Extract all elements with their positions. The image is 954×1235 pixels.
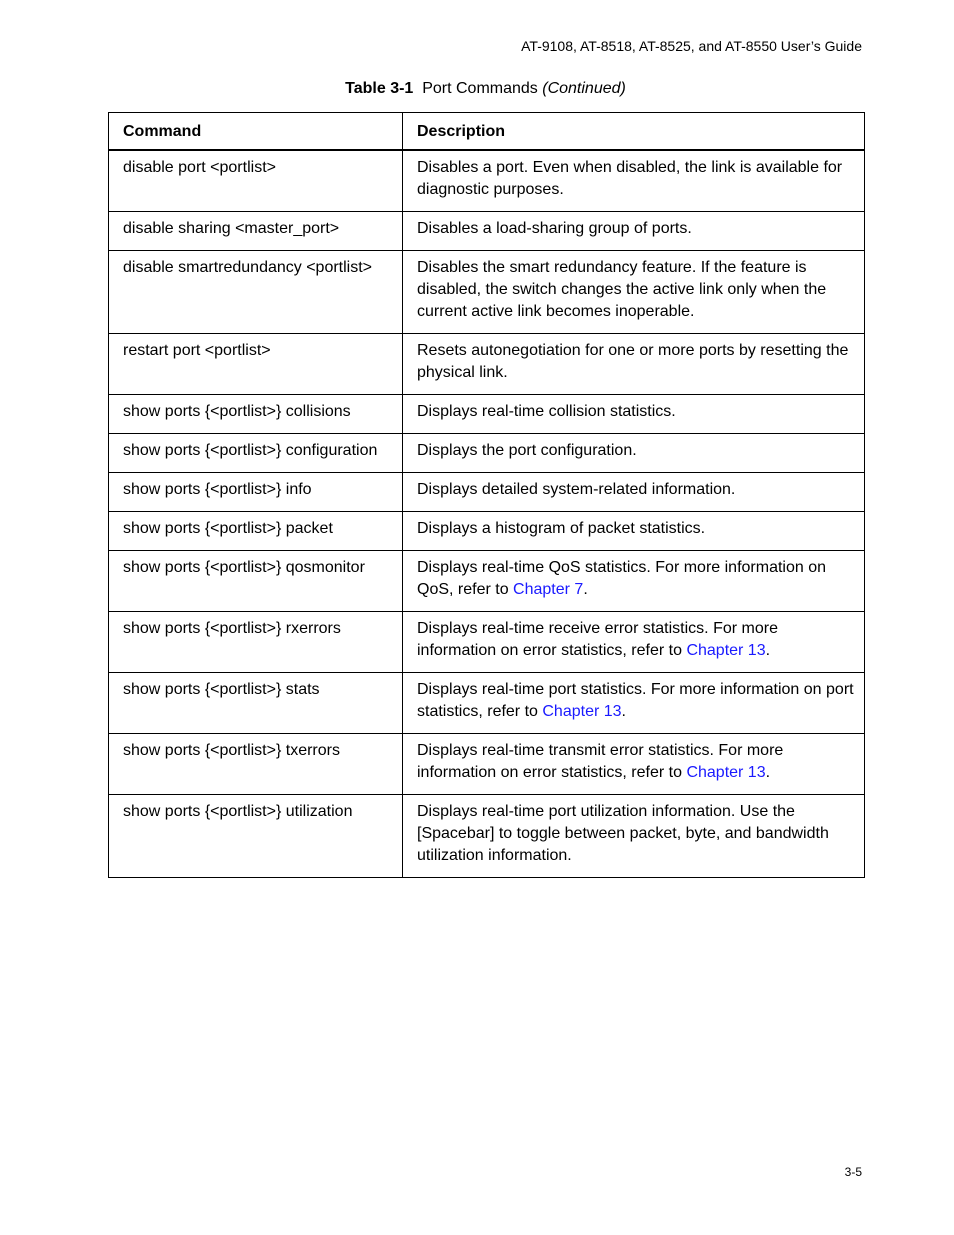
description-cell (403, 395, 865, 434)
description-suffix: . (765, 764, 771, 781)
description-cell (403, 551, 865, 612)
description-cell (403, 150, 865, 212)
chapter-link[interactable]: Chapter 13 (542, 703, 622, 720)
command-cell: disable port <portlist> (109, 150, 403, 212)
description-text: Displays the port configuration. (417, 442, 637, 459)
command-cell: disable smartredundancy <portlist> (109, 251, 403, 334)
description-cell (403, 612, 865, 673)
command-cell: show ports {<portlist>} collisions (109, 395, 403, 434)
table-caption (0, 80, 954, 98)
description-text: Displays detailed system-related information. (417, 481, 736, 498)
table-caption-continued: (Continued) (542, 80, 626, 97)
description-cell (403, 473, 865, 512)
description-text: Displays real-time transmit error statistics. For more information on error statistics, refer to (417, 742, 784, 781)
command-cell: show ports {<portlist>} stats (109, 673, 403, 734)
table-header-row (109, 113, 865, 151)
command-cell: show ports {<portlist>} utilization (109, 795, 403, 878)
command-cell: disable sharing <master_port> (109, 212, 403, 251)
chapter-link[interactable]: Chapter 13 (686, 764, 766, 781)
description-suffix: . (583, 581, 588, 598)
description-text: Disables a port. Even when disabled, the link is available for diagnostic purposes. (417, 159, 843, 198)
description-text: Displays real-time collision statistics. (417, 403, 676, 420)
port-commands-table (108, 112, 865, 878)
table-caption-label: Table 3-1 (345, 80, 414, 97)
table-row (109, 251, 865, 334)
chapter-link[interactable]: Chapter 7 (513, 581, 584, 598)
table-row (109, 395, 865, 434)
table-row (109, 334, 865, 395)
table-row (109, 612, 865, 673)
description-text: Disables the smart redundancy feature. If the feature is disabled, the switch changes the active link only when the current active link becomes inoperable. (417, 259, 827, 320)
description-cell (403, 734, 865, 795)
description-cell (403, 251, 865, 334)
description-text: Displays real-time port utilization information. Use the [Spacebar] to toggle between packet, byte, and bandwidth utilization information. (417, 803, 829, 864)
column-header-command: Command (109, 113, 403, 151)
table-row (109, 551, 865, 612)
command-cell: show ports {<portlist>} info (109, 473, 403, 512)
command-cell: show ports {<portlist>} packet (109, 512, 403, 551)
description-text: Disables a load-sharing group of ports. (417, 220, 692, 237)
command-cell: show ports {<portlist>} rxerrors (109, 612, 403, 673)
description-text: Displays real-time port statistics. For more information on port statistics, refer to (417, 681, 854, 720)
description-text: Displays real-time receive error statistics. For more information on error statistics, refer to (417, 620, 778, 659)
running-header: AT-9108, AT-8518, AT-8525, and AT-8550 User’s Guide (521, 38, 862, 54)
description-text: Resets autonegotiation for one or more ports by resetting the physical link. (417, 342, 849, 381)
description-suffix: . (765, 642, 771, 659)
description-cell (403, 512, 865, 551)
table-body (109, 150, 865, 878)
command-cell: show ports {<portlist>} configuration (109, 434, 403, 473)
table-row (109, 473, 865, 512)
description-cell (403, 334, 865, 395)
command-cell: show ports {<portlist>} txerrors (109, 734, 403, 795)
table-row (109, 150, 865, 212)
description-cell (403, 795, 865, 878)
chapter-link[interactable]: Chapter 13 (686, 642, 766, 659)
description-suffix: . (621, 703, 626, 720)
command-cell: restart port <portlist> (109, 334, 403, 395)
table-row (109, 512, 865, 551)
table-row (109, 212, 865, 251)
command-cell: show ports {<portlist>} qosmonitor (109, 551, 403, 612)
column-header-description: Description (403, 113, 865, 151)
description-cell (403, 212, 865, 251)
table-row (109, 734, 865, 795)
table-caption-title: Port Commands (422, 80, 538, 97)
description-cell (403, 673, 865, 734)
table-row (109, 673, 865, 734)
description-cell (403, 434, 865, 473)
description-text: Displays a histogram of packet statistics. (417, 520, 706, 537)
description-text: Displays real-time QoS statistics. For more information on QoS, refer to (417, 559, 827, 598)
table-row (109, 434, 865, 473)
table-row (109, 795, 865, 878)
page-number: 3-5 (844, 1165, 862, 1179)
